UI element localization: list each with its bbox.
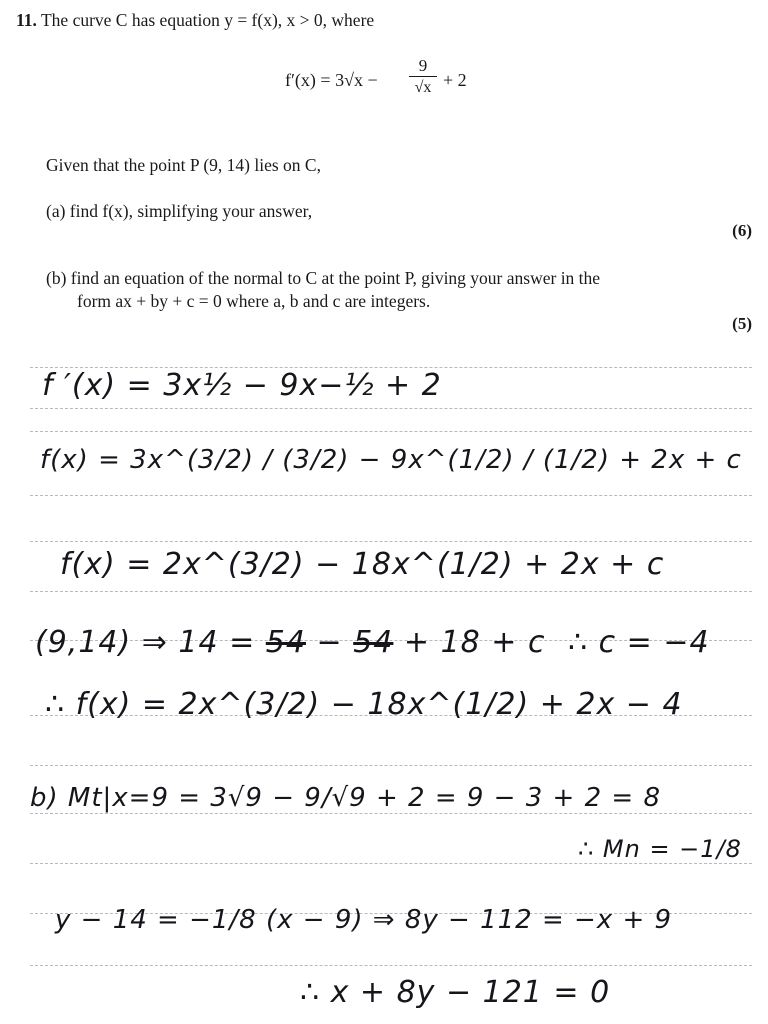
ruled-line [30,541,752,542]
ruled-line [30,863,752,864]
part-b-marks: (5) [732,314,752,333]
question-number: 11. [16,10,37,30]
part-b-text-line2: form ax + by + c = 0 where a, b and c are integers. [77,291,431,311]
working-integral: f(x) = 3x^(3/2) / (3/2) − 9x^(1/2) / (1/2) + 2x + c [40,445,742,475]
working-normal-gradient: ∴ Mn = −1/8 [578,835,742,863]
formula-lhs: f′(x) = 3√x − [285,70,378,90]
fraction-numerator: 9 [418,56,428,75]
part-a-text: (a) find f(x), simplifying your answer, [46,201,313,221]
cancelled-term: 54 [353,625,394,660]
fraction-denominator: √x [414,79,432,96]
working-substitution [35,625,545,660]
working-derivative: f ′(x) = 3x½ − 9x−½ + 2 [42,368,442,403]
working-final-answer: ∴ x + 8y − 121 = 0 [300,975,611,1010]
working-constant: ∴ c = −4 [568,625,710,660]
substitution-minus: − [305,625,354,660]
cancelled-term: 54 [265,625,306,660]
ruled-line [30,591,752,592]
working-final-function: ∴ f(x) = 2x^(3/2) − 18x^(1/2) + 2x − 4 [45,687,683,722]
substitution-end: + 18 + c [393,625,546,660]
ruled-line [30,408,752,409]
question-intro [16,10,374,31]
ruled-line [30,965,752,966]
working-normal-equation: y − 14 = −1/8 (x − 9) ⇒ 8y − 112 = −x + 9 [55,905,673,935]
part-b-text-line1: (b) find an equation of the normal to C at the point P, giving your answer in the [46,268,601,288]
working-simplified: f(x) = 2x^(3/2) − 18x^(1/2) + 2x + c [60,547,665,582]
answer-area [0,345,768,1024]
formula-fraction [409,56,437,99]
formula-rhs: + 2 [443,70,467,90]
substitution-start: (9,14) ⇒ 14 = [35,625,266,660]
given-statement: Given that the point P (9, 14) lies on C, [46,155,321,175]
ruled-line [30,813,752,814]
ruled-line [30,765,752,766]
working-tangent-gradient: b) Mt|x=9 = 3√9 − 9/√9 + 2 = 9 − 3 + 2 = 8 [30,783,661,813]
ruled-line [30,431,752,432]
question-block [0,0,768,345]
part-a-marks: (6) [732,221,752,240]
ruled-line [30,495,752,496]
question-intro-text: The curve C has equation y = f(x), x > 0, where [40,10,375,30]
